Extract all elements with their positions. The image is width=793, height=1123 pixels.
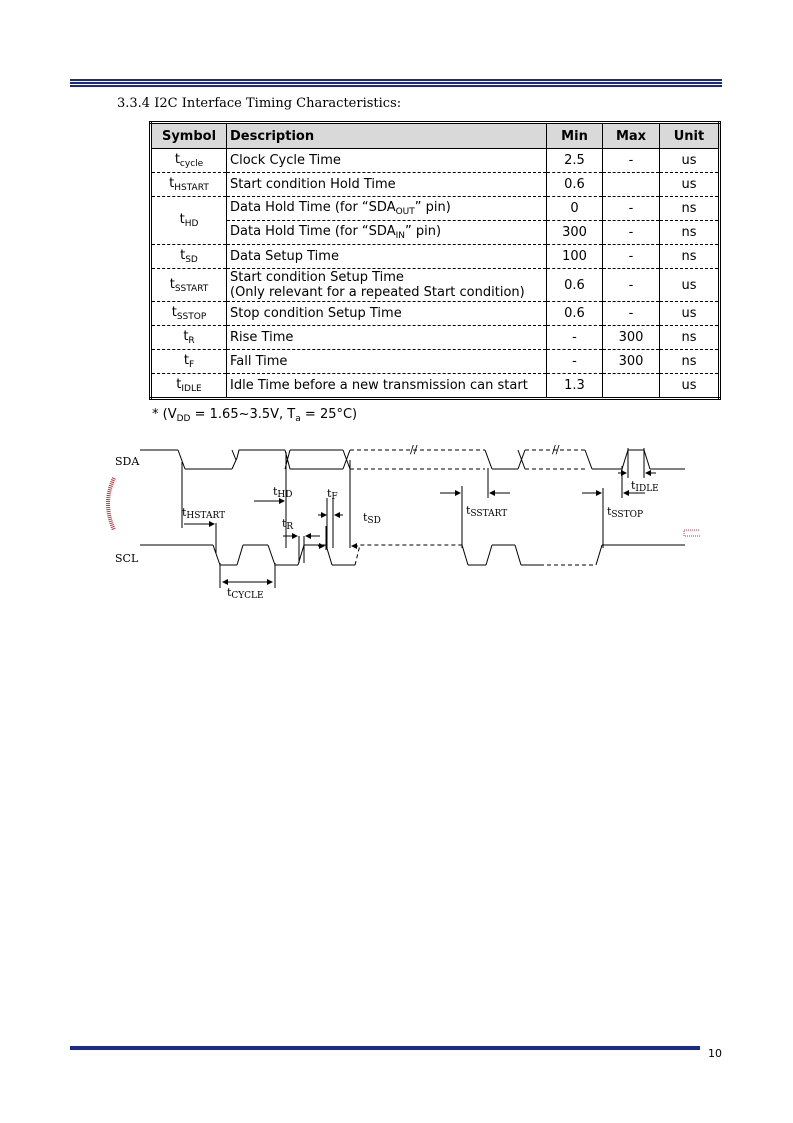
min-cell: 2.5	[547, 149, 603, 173]
unit-cell: ns	[660, 245, 720, 269]
unit-cell: ns	[660, 350, 720, 374]
unit-cell: us	[660, 269, 720, 302]
max-cell	[603, 374, 660, 399]
i2c-timing-diagram	[100, 438, 700, 608]
description-cell: Stop condition Setup Time	[227, 302, 547, 326]
timing-table	[149, 121, 721, 400]
label-t-sstart: tSSTART	[466, 504, 508, 519]
table-row	[151, 269, 720, 302]
sda-break-mark-2: //	[552, 443, 560, 456]
description-cell: Rise Time	[227, 326, 547, 350]
table-row	[151, 173, 720, 197]
symbol-cell: $t_{SD}$	[151, 245, 227, 269]
unit-cell: us	[660, 173, 720, 197]
header-description: Description	[227, 123, 547, 149]
label-t-idle: tIDLE	[631, 479, 659, 494]
sda-label: SDA	[115, 455, 140, 468]
max-cell: 300	[603, 350, 660, 374]
label-t-hstart: tHSTART	[182, 506, 226, 521]
min-cell: -	[547, 350, 603, 374]
description-cell: Data Hold Time (for “$SDA_{IN}$” pin)	[227, 221, 547, 245]
max-cell: -	[603, 197, 660, 221]
min-cell: 1.3	[547, 374, 603, 399]
label-t-cycle: tCYCLE	[227, 586, 264, 601]
page-number: 10	[708, 1047, 722, 1060]
unit-cell: us	[660, 149, 720, 173]
description-cell: Start condition Setup Time (Only relevant for a repeated Start condition)	[227, 269, 547, 302]
min-cell: 100	[547, 245, 603, 269]
header-max: Max	[603, 123, 660, 149]
label-t-sd: tSD	[363, 511, 381, 526]
symbol-cell: $t_{SSTOP}$	[151, 302, 227, 326]
max-cell: -	[603, 149, 660, 173]
description-cell: Fall Time	[227, 350, 547, 374]
table-row	[151, 302, 720, 326]
table-row	[151, 149, 720, 173]
label-t-sstop: tSSTOP	[607, 505, 644, 520]
symbol-cell: $t_F$	[151, 350, 227, 374]
sda-break-mark-1: //	[410, 443, 418, 456]
unit-cell: ns	[660, 197, 720, 221]
min-cell: 300	[547, 221, 603, 245]
min-cell: -	[547, 326, 603, 350]
max-cell: -	[603, 245, 660, 269]
max-cell: -	[603, 221, 660, 245]
symbol-cell: $t_{HD}$	[151, 197, 227, 245]
unit-cell: ns	[660, 221, 720, 245]
description-cell: Data Setup Time	[227, 245, 547, 269]
symbol-cell: $t_{HSTART}$	[151, 173, 227, 197]
max-cell	[603, 173, 660, 197]
bottom-rule	[70, 1046, 700, 1050]
top-rule	[70, 79, 722, 88]
min-cell: 0.6	[547, 269, 603, 302]
label-t-r: tR	[282, 517, 294, 532]
unit-cell: us	[660, 374, 720, 399]
header-symbol: Symbol	[151, 123, 227, 149]
min-cell: 0.6	[547, 173, 603, 197]
table-row	[151, 221, 720, 245]
table-row	[151, 326, 720, 350]
section-title: 3.3.4 I2C Interface Timing Characteristics:	[117, 96, 402, 111]
table-row	[151, 245, 720, 269]
description-cell: Clock Cycle Time	[227, 149, 547, 173]
description-cell: Data Hold Time (for “$SDA_{OUT}$” pin)	[227, 197, 547, 221]
unit-cell: us	[660, 302, 720, 326]
header-min: Min	[547, 123, 603, 149]
max-cell: -	[603, 302, 660, 326]
label-t-f: tF	[327, 487, 338, 502]
max-cell: -	[603, 269, 660, 302]
description-cell: Start condition Hold Time	[227, 173, 547, 197]
scl-label: SCL	[115, 552, 139, 565]
max-cell: 300	[603, 326, 660, 350]
label-t-hd: tHD	[273, 485, 293, 500]
table-row	[151, 197, 720, 221]
symbol-cell: $t_{cycle}$	[151, 149, 227, 173]
table-row	[151, 374, 720, 399]
table-header-row	[151, 123, 720, 149]
header-unit: Unit	[660, 123, 720, 149]
table-row	[151, 350, 720, 374]
symbol-cell: $t_R$	[151, 326, 227, 350]
footnote: * ($V_{DD}$ = 1.65~3.5V, $T_a = 25^\circ C$)	[152, 407, 358, 424]
min-cell: 0.6	[547, 302, 603, 326]
min-cell: 0	[547, 197, 603, 221]
unit-cell: ns	[660, 326, 720, 350]
symbol-cell: $t_{IDLE}$	[151, 374, 227, 399]
symbol-cell: $t_{SSTART}$	[151, 269, 227, 302]
description-cell: Idle Time before a new transmission can start	[227, 374, 547, 399]
